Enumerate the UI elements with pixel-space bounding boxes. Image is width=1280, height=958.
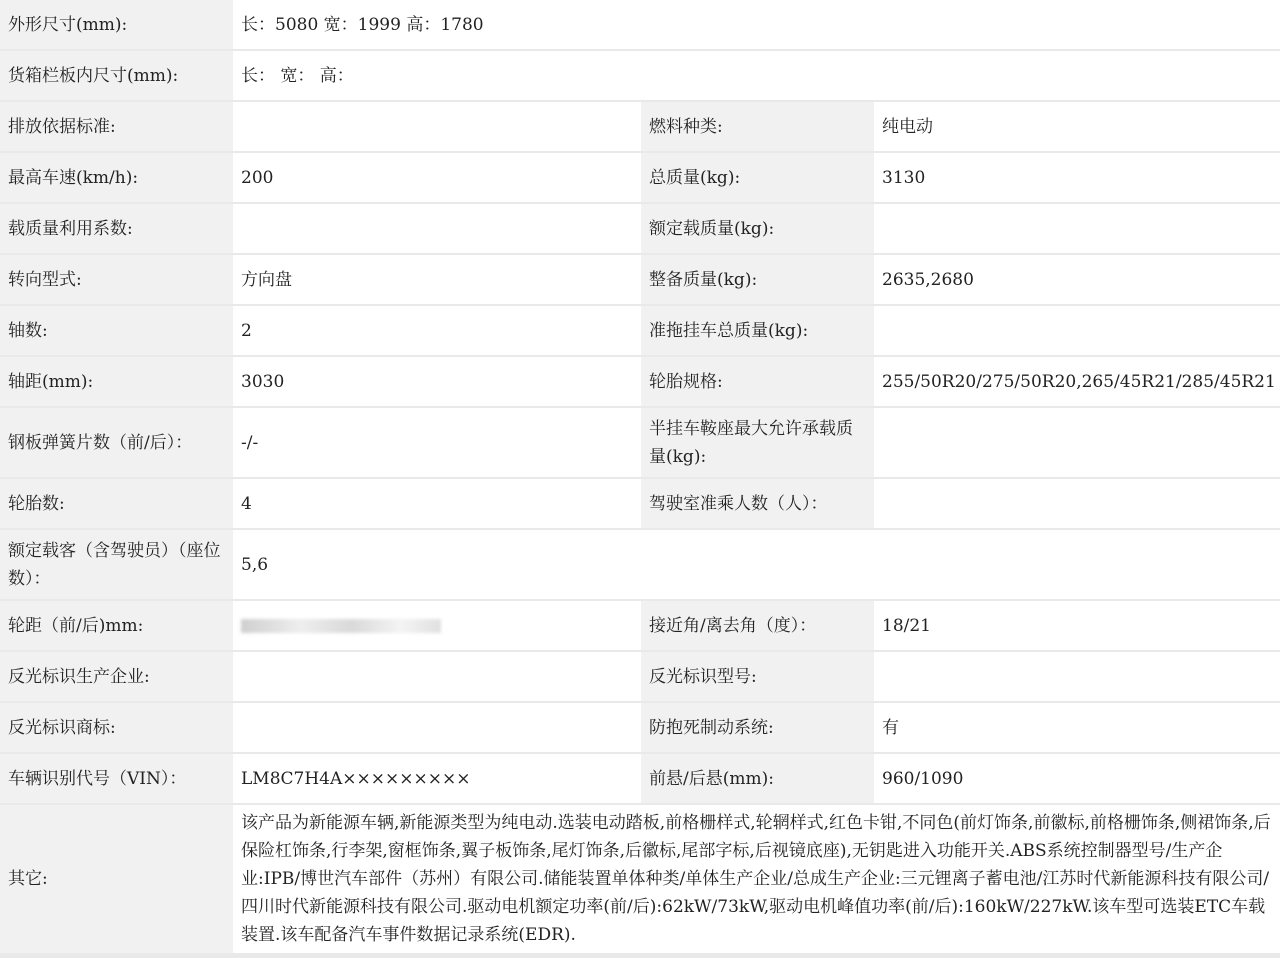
label-overhang: 前悬/后悬(mm): — [641, 754, 874, 805]
label-steering-type: 转向型式: — [0, 255, 233, 306]
value-curb-weight: 2635,2680 — [874, 255, 1280, 306]
label-fuel-type: 燃料种类: — [641, 102, 874, 153]
label-tire-spec: 轮胎规格: — [641, 357, 874, 408]
label-saddle-load: 半挂车鞍座最大允许承载质量(kg): — [641, 408, 874, 479]
label-approach-departure-angle: 接近角/离去角（度）： — [641, 601, 874, 652]
value-approach-departure-angle: 18/21 — [874, 601, 1280, 652]
table-row — [0, 51, 1280, 102]
label-reflector-model: 反光标识型号: — [641, 652, 874, 703]
label-other: 其它: — [0, 805, 233, 955]
label-dimensions: 外形尺寸(mm): — [0, 0, 233, 51]
value-load-factor — [233, 204, 641, 255]
table-row — [0, 0, 1280, 51]
label-total-mass: 总质量(kg): — [641, 153, 874, 204]
value-cab-occupants — [874, 479, 1280, 530]
label-cab-occupants: 驾驶室准乘人数（人）： — [641, 479, 874, 530]
table-row — [0, 754, 1280, 805]
label-axle-count: 轴数: — [0, 306, 233, 357]
table-row — [0, 102, 1280, 153]
label-cargo-box-size: 货箱栏板内尺寸(mm): — [0, 51, 233, 102]
label-reflector-brand: 反光标识商标: — [0, 703, 233, 754]
label-abs: 防抱死制动系统: — [641, 703, 874, 754]
value-fuel-type: 纯电动 — [874, 102, 1280, 153]
value-abs: 有 — [874, 703, 1280, 754]
table-row — [0, 479, 1280, 530]
label-trailer-mass: 准拖挂车总质量(kg): — [641, 306, 874, 357]
value-cargo-box-size: 长： 宽： 高： — [233, 51, 1280, 102]
value-reflector-maker — [233, 652, 641, 703]
value-steering-type: 方向盘 — [233, 255, 641, 306]
value-trailer-mass — [874, 306, 1280, 357]
value-total-mass: 3130 — [874, 153, 1280, 204]
label-emission-standard: 排放依据标准: — [0, 102, 233, 153]
label-wheelbase: 轴距(mm): — [0, 357, 233, 408]
label-curb-weight: 整备质量(kg): — [641, 255, 874, 306]
label-tire-count: 轮胎数: — [0, 479, 233, 530]
value-emission-standard — [233, 102, 641, 153]
label-leaf-springs: 钢板弹簧片数（前/后）： — [0, 408, 233, 479]
label-vin: 车辆识别代号（VIN）： — [0, 754, 233, 805]
value-other-notes: 该产品为新能源车辆,新能源类型为纯电动.选装电动踏板,前格栅样式,轮辋样式,红色卡钳,不同色(前灯饰条,前徽标,前格栅饰条,侧裙饰条,后保险杠饰条,行李架,窗框饰条,翼子板饰条,尾灯饰条,后徽标,尾部字标,后视镜底座),无钥匙进入功能开关.ABS系统控制器型号/生产企业:IPB/博世汽车部件（苏州）有限公司.储能装置单体种类/单体生产企业/总成生产企业:三元锂离子蓄电池/江苏时代新能源科技有限公司/四川时代新能源科技有限公司.驱动电机额定功率(前/后):62kW/73kW,驱动电机峰值功率(前/后):160kW/227kW.该车型可选装ETC车载装置.该车配备汽车事件数据记录系统(EDR). — [233, 805, 1280, 955]
value-max-speed: 200 — [233, 153, 641, 204]
label-max-speed: 最高车速(km/h): — [0, 153, 233, 204]
redacted-value — [241, 619, 441, 633]
table-row — [0, 357, 1280, 408]
value-axle-count: 2 — [233, 306, 641, 357]
value-reflector-model — [874, 652, 1280, 703]
value-tire-spec: 255/50R20/275/50R20,265/45R21/285/45R21 — [874, 357, 1280, 408]
value-leaf-springs: -/- — [233, 408, 641, 479]
value-rated-load — [874, 204, 1280, 255]
label-rated-load: 额定载质量(kg): — [641, 204, 874, 255]
label-reflector-maker: 反光标识生产企业: — [0, 652, 233, 703]
value-tire-count: 4 — [233, 479, 641, 530]
table-row — [0, 805, 1280, 955]
label-track-width: 轮距（前/后)mm: — [0, 601, 233, 652]
table-row — [0, 703, 1280, 754]
table-row — [0, 153, 1280, 204]
value-seating-capacity: 5,6 — [233, 530, 1280, 601]
table-row — [0, 306, 1280, 357]
table-row — [0, 408, 1280, 479]
table-row — [0, 652, 1280, 703]
table-row — [0, 204, 1280, 255]
value-reflector-brand — [233, 703, 641, 754]
table-row — [0, 255, 1280, 306]
table-row — [0, 530, 1280, 601]
value-wheelbase: 3030 — [233, 357, 641, 408]
value-dimensions: 长：5080 宽：1999 高：1780 — [233, 0, 1280, 51]
table-row — [0, 601, 1280, 652]
value-saddle-load — [874, 408, 1280, 479]
value-overhang: 960/1090 — [874, 754, 1280, 805]
label-seating-capacity: 额定载客（含驾驶员）（座位数）： — [0, 530, 233, 601]
value-track-width — [233, 601, 641, 652]
value-vin: LM8C7H4A××××××××× — [233, 754, 641, 805]
label-load-factor: 载质量利用系数: — [0, 204, 233, 255]
